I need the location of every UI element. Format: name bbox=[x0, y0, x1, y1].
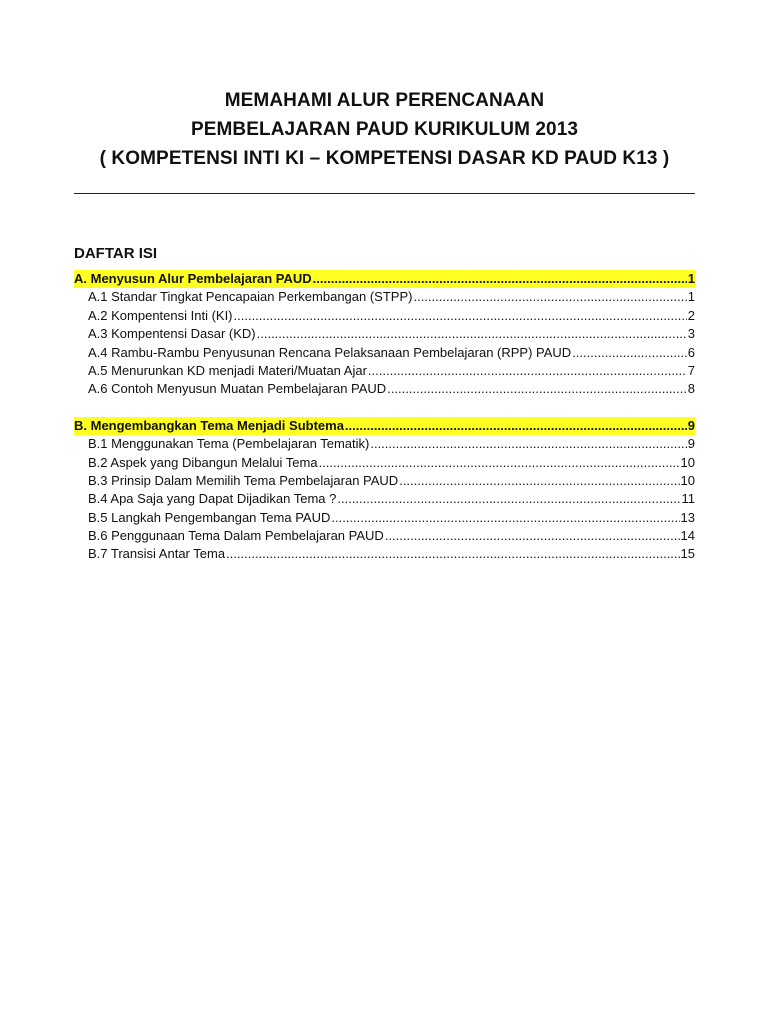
dot-leader bbox=[337, 490, 680, 508]
toc-entry-page: 7 bbox=[687, 362, 695, 378]
toc-entry-label: B.1 Menggunakan Tema (Pembelajaran Tematik) bbox=[88, 436, 370, 452]
dot-leader bbox=[370, 435, 686, 453]
dot-leader bbox=[413, 288, 686, 306]
toc-entry-label: B.2 Aspek yang Dibangun Melalui Tema bbox=[88, 454, 318, 470]
toc-entry-page: 6 bbox=[687, 344, 695, 360]
toc-entry-page: 10 bbox=[680, 472, 695, 488]
dot-leader bbox=[331, 509, 679, 527]
dot-leader bbox=[226, 545, 679, 563]
toc-entry-label: A.5 Menurunkan KD menjadi Materi/Muatan Ajar bbox=[88, 362, 367, 378]
toc-entry-a6[interactable] bbox=[74, 380, 695, 398]
toc-entry-b5[interactable] bbox=[74, 509, 695, 527]
toc-entry-page: 11 bbox=[681, 491, 695, 507]
toc-entry-b1[interactable] bbox=[74, 435, 695, 453]
toc-entry-label: A.2 Kompentensi Inti (KI) bbox=[88, 307, 233, 323]
toc-entry-label: A. Menyusun Alur Pembelajaran PAUD bbox=[74, 271, 312, 286]
toc-entry-page: 8 bbox=[687, 381, 695, 397]
title-line-2: PEMBELAJARAN PAUD KURIKULUM 2013 bbox=[190, 119, 579, 140]
toc-entry-b2[interactable] bbox=[74, 454, 695, 472]
dot-leader bbox=[313, 270, 687, 288]
toc-entry-section-a[interactable] bbox=[74, 270, 695, 288]
toc-entry-label: B.5 Langkah Pengembangan Tema PAUD bbox=[88, 509, 331, 525]
toc-entry-page: 9 bbox=[687, 417, 695, 433]
dot-leader bbox=[399, 472, 679, 490]
toc-entry-label: A.6 Contoh Menyusun Muatan Pembelajaran PAUD bbox=[88, 381, 387, 397]
toc-entry-a4[interactable] bbox=[74, 344, 695, 362]
dot-leader bbox=[387, 380, 687, 398]
toc-entry-page: 10 bbox=[680, 454, 695, 470]
toc-entry-page: 3 bbox=[687, 326, 695, 342]
toc-entry-a3[interactable] bbox=[74, 325, 695, 343]
dot-leader bbox=[234, 307, 687, 325]
toc-entry-label: A.1 Standar Tingkat Pencapaian Perkembangan (STPP) bbox=[88, 289, 413, 305]
toc-entry-page: 2 bbox=[687, 307, 695, 323]
toc-entry-label: B.3 Prinsip Dalam Memilih Tema Pembelajaran PAUD bbox=[88, 472, 399, 488]
dot-leader bbox=[319, 454, 680, 472]
dot-leader bbox=[572, 344, 687, 362]
dot-leader bbox=[345, 417, 687, 435]
toc-entry-page: 1 bbox=[687, 289, 695, 305]
toc-entry-b3[interactable] bbox=[74, 472, 695, 490]
dot-leader bbox=[368, 362, 687, 380]
toc-entry-label: B.7 Transisi Antar Tema bbox=[88, 546, 226, 562]
toc-entry-page: 15 bbox=[680, 546, 695, 562]
title-divider bbox=[74, 193, 695, 194]
toc-entry-label: B. Mengembangkan Tema Menjadi Subtema bbox=[74, 417, 344, 433]
toc-entry-b7[interactable] bbox=[74, 545, 695, 563]
toc-section-b bbox=[74, 417, 695, 564]
toc-section-a bbox=[74, 270, 695, 399]
table-of-contents bbox=[74, 270, 695, 582]
dot-leader bbox=[385, 527, 680, 545]
dot-leader bbox=[257, 325, 687, 343]
toc-entry-page: 13 bbox=[680, 509, 695, 525]
toc-heading: DAFTAR ISI bbox=[74, 245, 158, 262]
toc-entry-b6[interactable] bbox=[74, 527, 695, 545]
toc-entry-a1[interactable] bbox=[74, 288, 695, 306]
toc-entry-label: B.4 Apa Saja yang Dapat Dijadikan Tema ? bbox=[88, 491, 337, 507]
toc-entry-page: 1 bbox=[687, 271, 695, 286]
toc-entry-label: A.3 Kompentensi Dasar (KD) bbox=[88, 326, 256, 342]
toc-entry-page: 9 bbox=[687, 436, 695, 452]
toc-entry-a2[interactable] bbox=[74, 307, 695, 325]
toc-entry-label: A.4 Rambu-Rambu Penyusunan Rencana Pelaksanaan Pembelajaran (RPP) PAUD bbox=[88, 344, 572, 360]
toc-entry-label: B.6 Penggunaan Tema Dalam Pembelajaran PAUD bbox=[88, 528, 384, 544]
toc-entry-a5[interactable] bbox=[74, 362, 695, 380]
toc-entry-b4[interactable] bbox=[74, 490, 695, 508]
toc-entry-section-b[interactable] bbox=[74, 417, 695, 435]
document-title bbox=[74, 86, 695, 173]
toc-entry-page: 14 bbox=[680, 528, 695, 544]
title-line-1: MEMAHAMI ALUR PERENCANAAN bbox=[224, 90, 545, 111]
title-line-3: ( KOMPETENSI INTI KI – KOMPETENSI DASAR KD PAUD K13 ) bbox=[99, 148, 670, 169]
